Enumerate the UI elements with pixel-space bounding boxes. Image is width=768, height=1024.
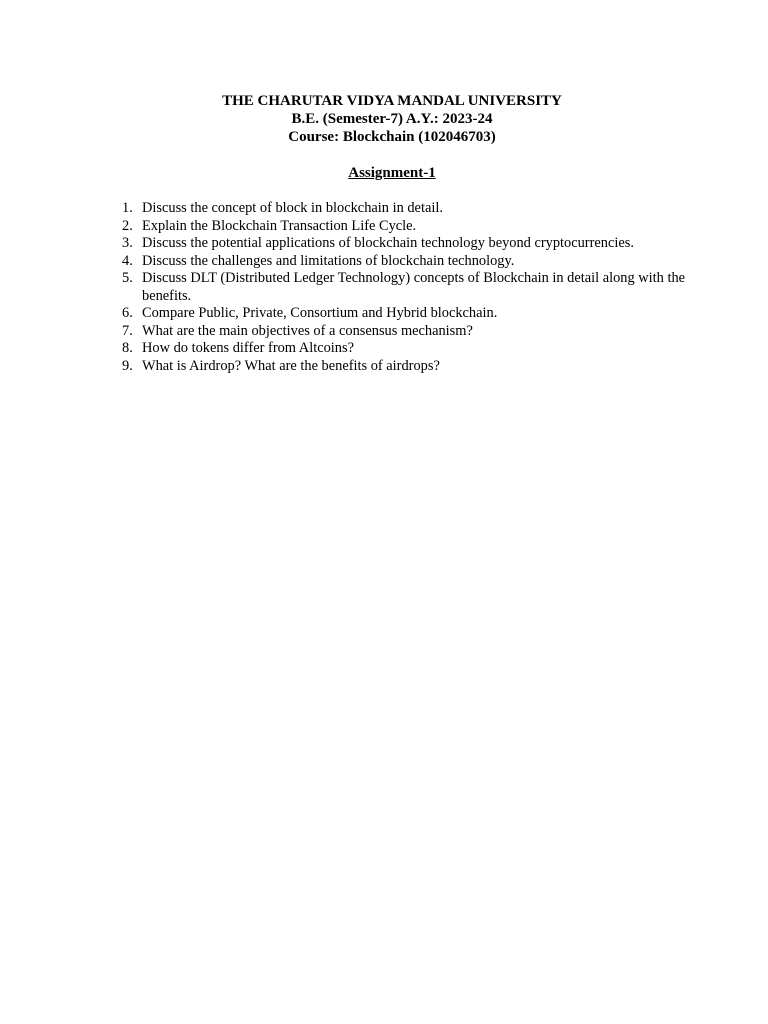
- question-number: 4.: [122, 252, 133, 269]
- program-line: B.E. (Semester-7) A.Y.: 2023-24: [291, 111, 493, 127]
- question-text: What is Airdrop? What are the benefits of airdrops?: [142, 357, 440, 374]
- question-number: 7.: [122, 322, 133, 339]
- question-text: Discuss DLT (Distributed Ledger Technology) concepts of Blockchain in detail along with the benefits.: [142, 270, 686, 304]
- assignment-title: Assignment-1: [348, 165, 436, 181]
- question-text: Discuss the potential applications of blockchain technology beyond cryptocurrencies.: [142, 235, 634, 251]
- question-text: Compare Public, Private, Consortium and Hybrid blockchain.: [142, 305, 498, 321]
- list-item: [112, 305, 692, 323]
- question-text: Explain the Blockchain Transaction Life Cycle.: [142, 217, 417, 234]
- list-item: [112, 270, 692, 305]
- question-list: [112, 200, 692, 375]
- question-number: 9.: [122, 357, 133, 374]
- question-text: How do tokens differ from Altcoins?: [142, 340, 354, 356]
- question-text: What are the main objectives of a consensus mechanism?: [142, 322, 473, 339]
- question-number: 6.: [122, 305, 133, 321]
- list-item: [112, 200, 692, 218]
- question-text: Discuss the concept of block in blockchain in detail.: [142, 200, 443, 216]
- list-item: [112, 340, 692, 358]
- question-number: 2.: [122, 217, 133, 234]
- list-item: [112, 323, 692, 341]
- question-number: 5.: [122, 270, 133, 286]
- question-number: 1.: [122, 200, 133, 216]
- list-item: [112, 235, 692, 253]
- question-number: 3.: [122, 235, 133, 251]
- question-text: Discuss the challenges and limitations of blockchain technology.: [142, 252, 515, 269]
- course-line: Course: Blockchain (102046703): [288, 129, 496, 145]
- list-item: [112, 253, 692, 271]
- university-name: THE CHARUTAR VIDYA MANDAL UNIVERSITY: [222, 93, 562, 109]
- question-number: 8.: [122, 340, 133, 356]
- document-header: [0, 92, 768, 146]
- list-item: [112, 358, 692, 376]
- list-item: [112, 218, 692, 236]
